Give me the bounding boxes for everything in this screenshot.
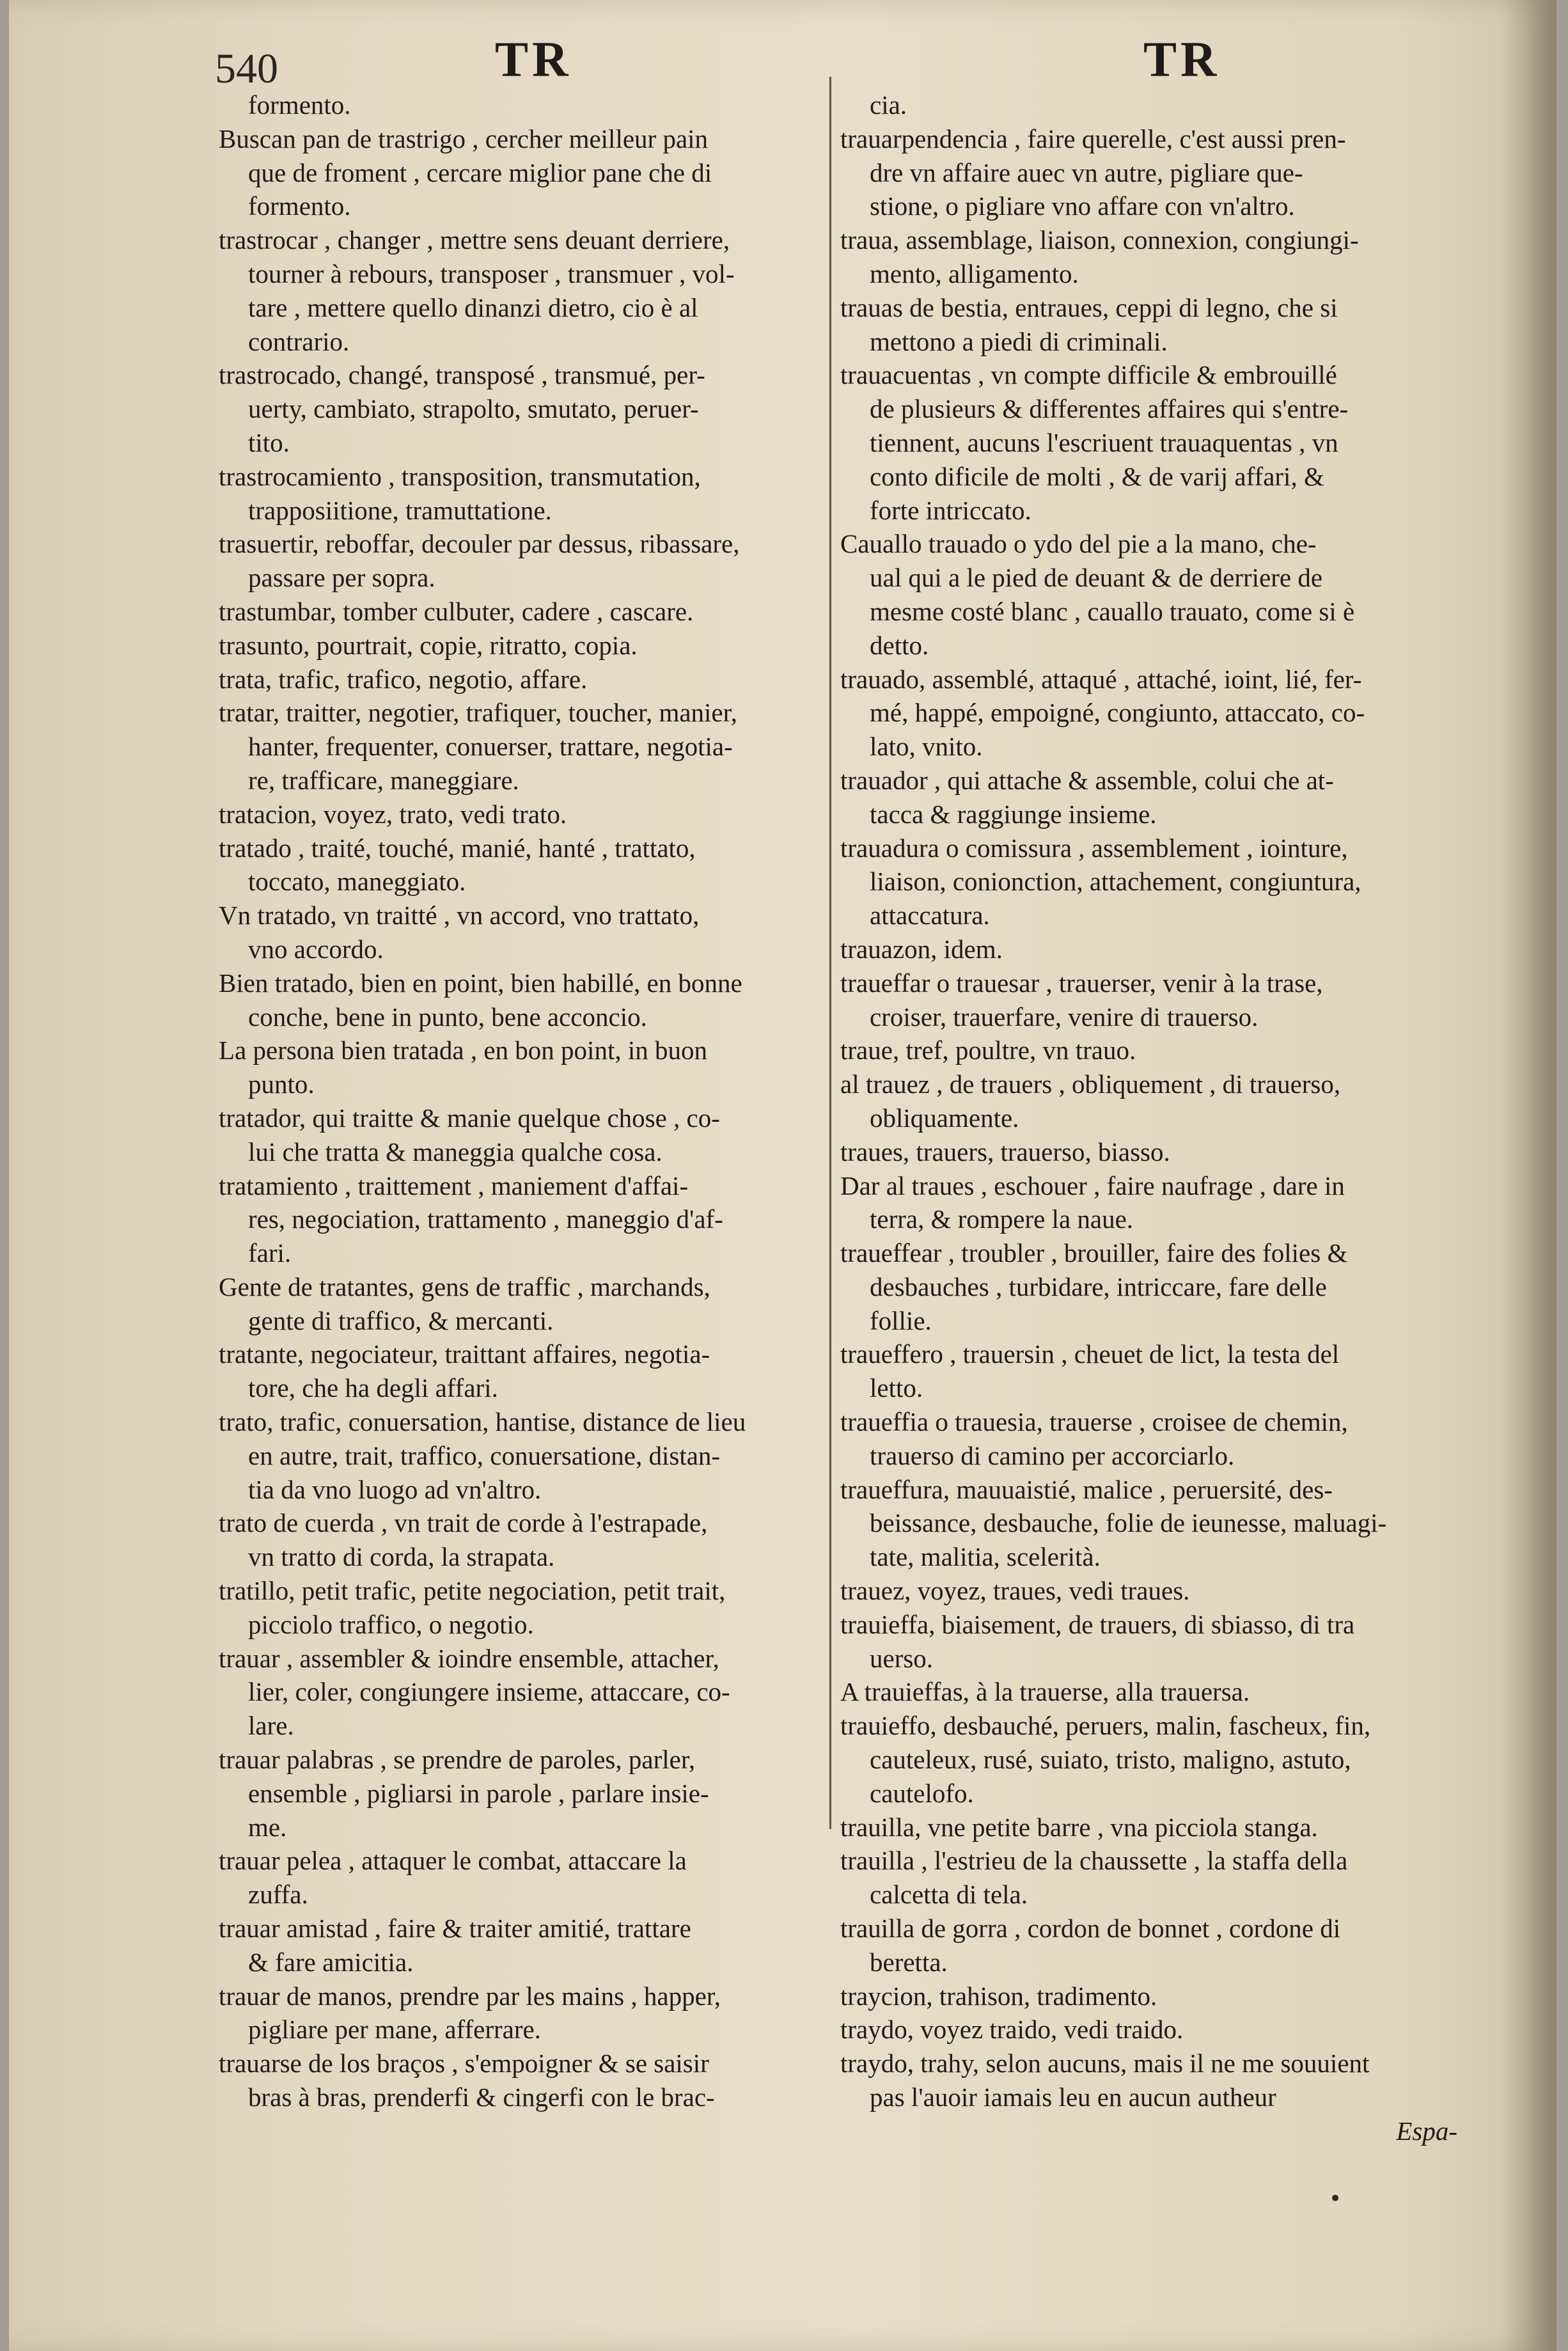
dictionary-line: mesme costé blanc , cauallo trauato, come si è (870, 596, 1355, 626)
dictionary-line: traues, trauers, trauerso, biasso. (840, 1136, 1170, 1167)
dictionary-line: tate, malitia, scelerità. (870, 1542, 1101, 1572)
dictionary-line: trauarse de los braços , s'empoigner & se saisir (219, 2048, 709, 2079)
dictionary-line: tratante, negociateur, traittant affaires, negotia- (219, 1339, 710, 1369)
dictionary-line: tare , mettere quello dinanzi dietro, cio è al (248, 292, 698, 322)
dictionary-line: terra, & rompere la naue. (870, 1204, 1134, 1234)
dictionary-line: forte intriccato. (870, 495, 1031, 525)
dictionary-line: trasuertir, reboffar, decouler par dessus, ribassare, (219, 529, 740, 559)
dictionary-line: traua, assemblage, liaison, connexion, congiungi- (840, 225, 1359, 255)
dictionary-line: tratado , traité, touché, manié, hanté , trattato, (219, 833, 696, 863)
dictionary-line: trauado, assemblé, attaqué , attaché, ioint, lié, fer- (840, 664, 1362, 694)
dictionary-line: me. (248, 1812, 287, 1842)
dictionary-line: desbauches , turbidare, intriccare, fare delle (870, 1271, 1327, 1301)
dictionary-line: trauilla de gorra , cordon de bonnet , cordone di (840, 1914, 1341, 1944)
dictionary-line: Dar al traues , eschouer , faire naufrage , dare in (840, 1170, 1345, 1200)
dictionary-line: trato de cuerda , vn trait de corde à l'estrapade, (219, 1508, 708, 1538)
dictionary-line: punto. (248, 1069, 315, 1099)
dictionary-line: trauilla, vne petite barre , vna picciola stanga. (840, 1812, 1318, 1842)
dictionary-line: trauerso di camino per accorciarlo. (870, 1440, 1235, 1470)
dictionary-line: trauar de manos, prendre par les mains , happer, (219, 1981, 721, 2011)
dictionary-line: beissance, desbauche, folie de ieunesse, maluagi- (870, 1508, 1387, 1538)
dictionary-line: obliquamente. (870, 1103, 1019, 1133)
dictionary-line: trauieffa, biaisement, de trauers, di sbiasso, di tra (840, 1609, 1355, 1639)
bottom-mark: • (1329, 2186, 1342, 2212)
dictionary-line: conto dificile de molti , & de varij affari, & (870, 461, 1324, 491)
dictionary-line: attaccatura. (870, 900, 990, 931)
dictionary-line: tiennent, aucuns l'escriuent trauaquentas , vn (870, 427, 1338, 457)
dictionary-line: trauazon, idem. (840, 934, 1003, 964)
dictionary-line: liaison, conionction, attachement, congiuntura, (870, 867, 1361, 897)
dictionary-line: trastrocamiento , transposition, transmutation, (219, 461, 701, 491)
dictionary-line: traueffero , trauersin , cheuet de lict, la testa del (840, 1339, 1340, 1369)
dictionary-line: traueffura, mauuaistié, malice , peruersité, des- (840, 1474, 1333, 1504)
book-page (9, 0, 1556, 2351)
page-edge-shadow (1499, 0, 1556, 2351)
dictionary-line: trauar palabras , se prendre de paroles, parler, (219, 1745, 696, 1775)
dictionary-line: uerty, cambiato, strapolto, smutato, peruer- (248, 394, 699, 424)
running-header-right: TR (1143, 31, 1221, 87)
dictionary-line: detto. (870, 630, 929, 660)
dictionary-line: cauteleux, rusé, suiato, tristo, maligno, astuto, (870, 1745, 1351, 1775)
dictionary-line: formento. (248, 191, 351, 221)
dictionary-line: traueffear , troubler , brouiller, faire des folies & (840, 1238, 1348, 1268)
dictionary-line: contrario. (248, 326, 350, 356)
right-column (840, 88, 1457, 2148)
dictionary-line: lato, vnito. (870, 732, 983, 762)
dictionary-line: hanter, frequenter, conuerser, trattare, negotia- (248, 732, 733, 762)
catchword: Espa- (1396, 2116, 1457, 2146)
dictionary-line: trauador , qui attache & assemble, colui che at- (840, 765, 1334, 795)
dictionary-line: Gente de tratantes, gens de traffic , marchands, (219, 1271, 710, 1301)
dictionary-line: traycion, trahison, tradimento. (840, 1981, 1157, 2011)
dictionary-line: vn tratto di corda, la strapata. (248, 1542, 555, 1572)
dictionary-line: traueffia o trauesia, trauerse , croisee de chemin, (840, 1407, 1348, 1437)
dictionary-line: Buscan pan de trastrigo , cercher meilleur pain (219, 123, 709, 153)
dictionary-line: al trauez , de trauers , obliquement , di trauerso, (840, 1069, 1341, 1099)
dictionary-line: traue, tref, poultre, vn trauo. (840, 1035, 1136, 1065)
dictionary-line: tratacion, voyez, trato, vedi trato. (219, 799, 567, 829)
dictionary-line: trastrocado, changé, transposé , transmué, per- (219, 360, 705, 390)
dictionary-line: beretta. (870, 1947, 948, 1977)
dictionary-line: La persona bien tratada , en bon point, in buon (219, 1035, 707, 1065)
dictionary-line: tore, che ha degli affari. (248, 1373, 498, 1403)
dictionary-line: gente di traffico, & mercanti. (248, 1305, 554, 1335)
dictionary-line: trata, trafic, trafico, negotio, affare. (219, 664, 588, 694)
dictionary-line: trauadura o comissura , assemblement , iointure, (840, 833, 1348, 863)
dictionary-line: traueffar o trauesar , trauerser, venir à la trase, (840, 968, 1323, 998)
dictionary-line: re, trafficare, maneggiare. (248, 765, 519, 795)
dictionary-line: Vn tratado, vn traitté , vn accord, vno trattato, (219, 900, 700, 931)
dictionary-line: cia. (870, 90, 907, 120)
dictionary-line: cautelofo. (870, 1778, 974, 1808)
dictionary-line: tratador, qui traitte & manie quelque chose , co- (219, 1103, 720, 1133)
dictionary-line: conche, bene in punto, bene acconcio. (248, 1002, 647, 1032)
dictionary-line: bras à bras, prenderfi & cingerfi con le brac- (248, 2082, 715, 2112)
dictionary-line: trato, trafic, conuersation, hantise, distance de lieu (219, 1407, 746, 1437)
dictionary-line: ensemble , pigliarsi in parole , parlare insie- (248, 1778, 709, 1808)
dictionary-line: mento, alligamento. (870, 258, 1079, 288)
dictionary-line: Bien tratado, bien en point, bien habillé, en bonne (219, 968, 742, 998)
dictionary-line: & fare amicitia. (248, 1947, 414, 1977)
dictionary-line: trasunto, pourtrait, copie, ritratto, copia. (219, 630, 638, 660)
dictionary-line: toccato, maneggiato. (248, 867, 466, 897)
dictionary-line: de plusieurs & differentes affaires qui s'entre- (870, 394, 1349, 424)
dictionary-line: calcetta di tela. (870, 1880, 1028, 1910)
dictionary-line: trauar , assembler & ioindre ensemble, attacher, (219, 1643, 719, 1673)
dictionary-line: trastumbar, tomber culbuter, cadere , cascare. (219, 596, 694, 626)
dictionary-line: tratillo, petit trafic, petite negociation, petit trait, (219, 1576, 726, 1606)
dictionary-line: tia da vno luogo ad vn'altro. (248, 1474, 542, 1504)
dictionary-line: uerso. (870, 1643, 934, 1673)
dictionary-line: croiser, trauerfare, venire di trauerso. (870, 1002, 1258, 1032)
dictionary-line: tourner à rebours, transposer , transmuer , vol- (248, 258, 735, 288)
dictionary-line: tito. (248, 427, 290, 457)
dictionary-line: trauarpendencia , faire querelle, c'est aussi pren- (840, 123, 1346, 153)
dictionary-line: fari. (248, 1238, 292, 1268)
column-divider (829, 77, 831, 1829)
dictionary-line: trastrocar , changer , mettre sens deuant derriere, (219, 225, 730, 255)
dictionary-line: stione, o pigliare vno affare con vn'altro. (870, 191, 1295, 221)
dictionary-line: mé, happé, empoigné, congiunto, attaccato, co- (870, 698, 1365, 728)
dictionary-line: tacca & raggiunge insieme. (870, 799, 1157, 829)
dictionary-line: formento. (248, 90, 351, 120)
dictionary-line: trauieffo, desbauché, peruers, malin, fascheux, fin, (840, 1711, 1371, 1741)
dictionary-line: Cauallo trauado o ydo del pie a la mano, che- (840, 529, 1317, 559)
dictionary-line: traydo, trahy, selon aucuns, mais il ne me souuient (840, 2048, 1370, 2079)
dictionary-line: res, negociation, trattamento , maneggio d'af- (248, 1204, 723, 1234)
dictionary-line: trapposiitione, tramuttatione. (248, 495, 552, 525)
dictionary-line: passare per sopra. (248, 563, 435, 593)
dictionary-line: pigliare per mane, afferrare. (248, 2015, 541, 2045)
dictionary-line: trauilla , l'estrieu de la chaussette , la staffa della (840, 1846, 1348, 1876)
dictionary-line: traydo, voyez traido, vedi traido. (840, 2015, 1184, 2045)
dictionary-line: lier, coler, congiungere insieme, attaccare, co- (248, 1677, 730, 1707)
dictionary-line: lui che tratta & maneggia qualche cosa. (248, 1136, 662, 1167)
dictionary-line: picciolo traffico, o negotio. (248, 1609, 534, 1639)
running-header-left: TR (495, 31, 572, 87)
dictionary-line: dre vn affaire auec vn autre, pigliare que- (870, 157, 1303, 187)
dictionary-line: tratar, traitter, negotier, trafiquer, toucher, manier, (219, 698, 737, 728)
page-number: 540 (215, 45, 278, 92)
dictionary-line: en autre, trait, traffico, conuersatione, distan- (248, 1440, 721, 1470)
dictionary-line: pas l'auoir iamais leu en aucun autheur (870, 2082, 1276, 2112)
dictionary-line: trauacuentas , vn compte difficile & embrouillé (840, 360, 1337, 390)
dictionary-line: mettono a piedi di criminali. (870, 326, 1168, 356)
dictionary-line: trauez, voyez, traues, vedi traues. (840, 1576, 1190, 1606)
dictionary-line: que de froment , cercare miglior pane che di (248, 157, 712, 187)
dictionary-line: letto. (870, 1373, 923, 1403)
dictionary-line: ual qui a le pied de deuant & de derriere de (870, 563, 1323, 593)
dictionary-line: A trauieffas, à la trauerse, alla trauersa. (840, 1677, 1250, 1707)
dictionary-line: zuffa. (248, 1880, 308, 1910)
dictionary-line: lare. (248, 1711, 294, 1741)
dictionary-line: trauar pelea , attaquer le combat, attaccare la (219, 1846, 687, 1876)
dictionary-line: trauas de bestia, entraues, ceppi di legno, che si (840, 292, 1338, 322)
dictionary-line: trauar amistad , faire & traiter amitié, trattare (219, 1914, 691, 1944)
left-column (219, 88, 829, 2114)
dictionary-line: vno accordo. (248, 934, 384, 964)
dictionary-line: tratamiento , traittement , maniement d'affai- (219, 1170, 689, 1200)
dictionary-line: follie. (870, 1305, 932, 1335)
